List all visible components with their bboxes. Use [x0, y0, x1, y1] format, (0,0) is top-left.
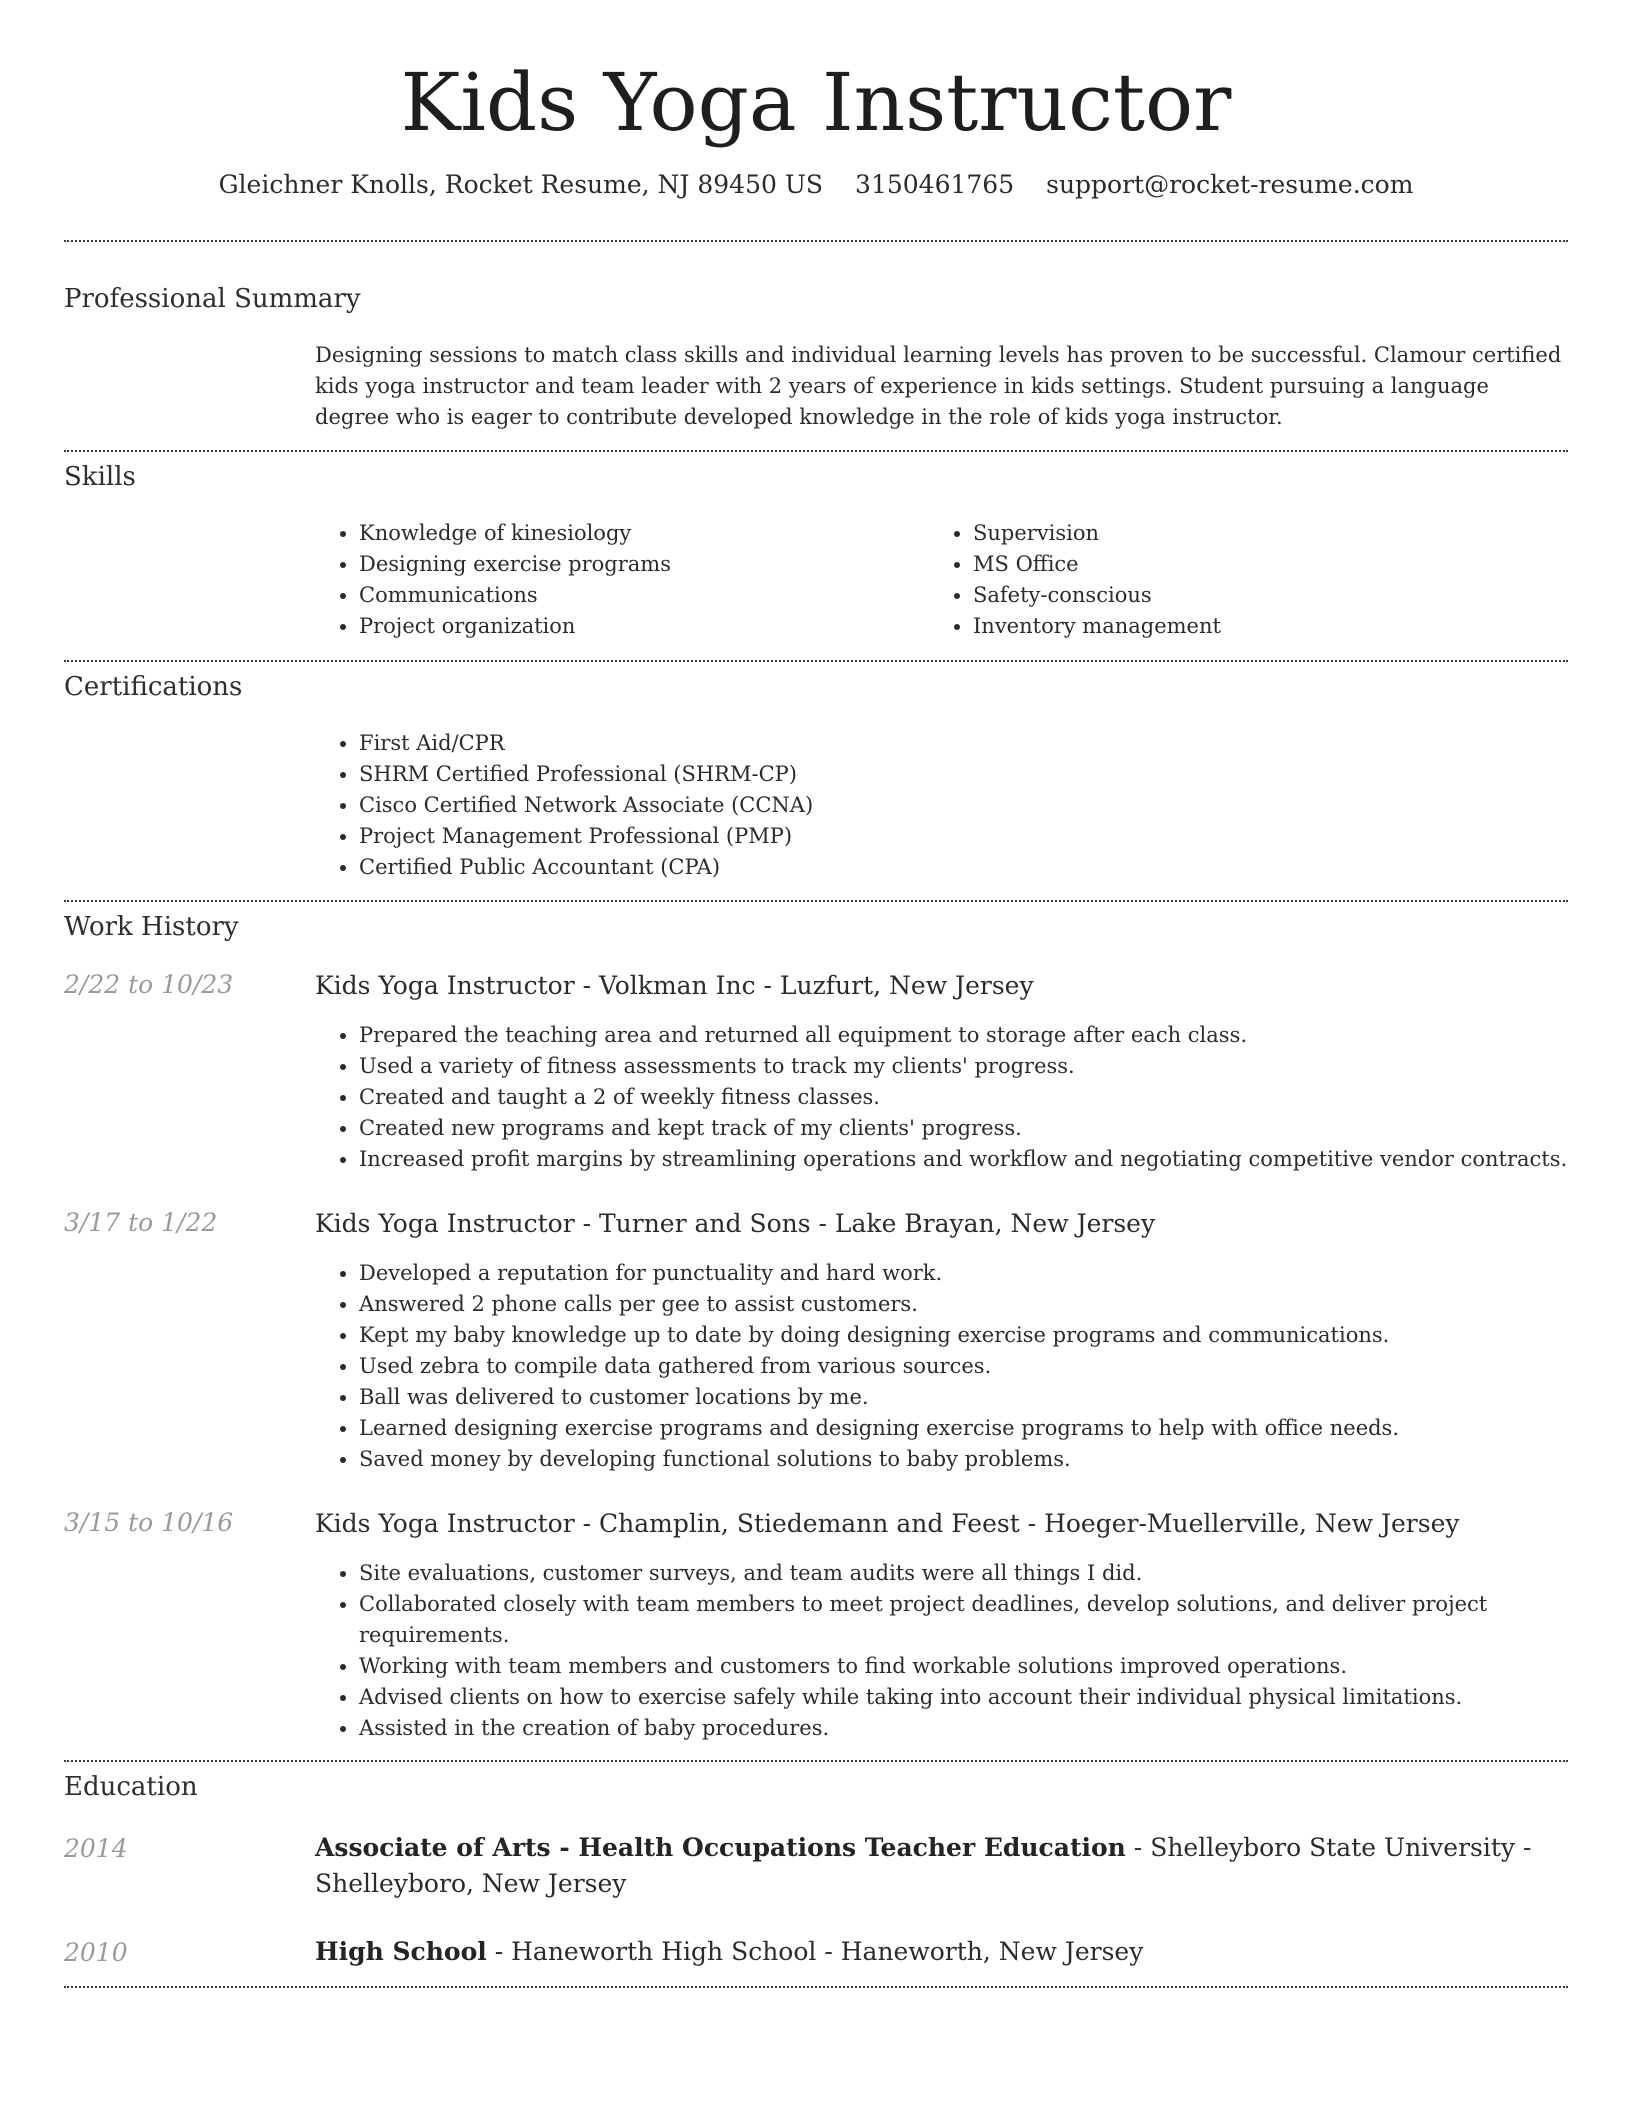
skill-item: • Knowledge of kinesiology: [359, 518, 919, 549]
summary-divider: [64, 450, 1568, 452]
job-bullet: • Saved money by developing functional solutions to baby problems.: [359, 1444, 1609, 1475]
skill-item: • Inventory management: [973, 611, 1533, 642]
job-title: Kids Yoga Instructor - Volkman Inc - Luzfurt, New Jersey: [315, 971, 1034, 1000]
job-bullet: • Prepared the teaching area and returned all equipment to storage after each class.: [359, 1020, 1609, 1051]
certification-item: • SHRM Certified Professional (SHRM-CP): [359, 759, 1609, 790]
job-bullet: • Ball was delivered to customer locations by me.: [359, 1382, 1609, 1413]
job-dates: 3/15 to 10/16: [64, 1508, 234, 1537]
contact-email: support@rocket-resume.com: [1046, 170, 1414, 199]
skill-item: • Communications: [359, 580, 919, 611]
job-title: Kids Yoga Instructor - Champlin, Stiedemann and Feest - Hoeger-Muellerville, New Jersey: [315, 1509, 1460, 1538]
summary-text: Designing sessions to match class skills and individual learning levels has proven to be successful. Clamour certified kids yoga instructor and team leader with 2 years of experience in kids settings. Student pursuing a language degree who is eager to contribute developed knowledge in the role of kids yoga instructor.: [315, 343, 1562, 429]
job-bullet: • Kept my baby knowledge up to date by doing designing exercise programs and communications.: [359, 1320, 1609, 1351]
skill-item: • Designing exercise programs: [359, 549, 919, 580]
certification-item: • Cisco Certified Network Associate (CCNA): [359, 790, 1609, 821]
certification-item: • First Aid/CPR: [359, 728, 1609, 759]
job-title: Kids Yoga Instructor - Turner and Sons - Lake Brayan, New Jersey: [315, 1209, 1156, 1238]
job-bullet: • Assisted in the creation of baby procedures.: [359, 1713, 1549, 1744]
contact-line: [0, 170, 1632, 199]
education-entry: [315, 1934, 1565, 1970]
work-history-divider: [64, 1760, 1568, 1762]
contact-address: Gleichner Knolls, Rocket Resume, NJ 89450 US: [218, 170, 824, 199]
skills-heading: Skills: [64, 462, 136, 492]
resume-title: Kids Yoga Instructor: [400, 56, 1232, 149]
job-dates: 3/17 to 1/22: [64, 1208, 218, 1237]
job-bullet: • Used a variety of fitness assessments to track my clients' progress.: [359, 1051, 1609, 1082]
education-degree: High School: [315, 1937, 487, 1966]
skills-divider: [64, 660, 1568, 662]
education-year: 2014: [64, 1834, 128, 1863]
skill-item: • Supervision: [973, 518, 1533, 549]
job-bullet: • Created new programs and kept track of my clients' progress.: [359, 1113, 1609, 1144]
summary-heading: Professional Summary: [64, 284, 361, 314]
certification-item: • Project Management Professional (PMP): [359, 821, 1609, 852]
education-details: - Haneworth High School - Haneworth, New Jersey: [486, 1937, 1144, 1966]
job-bullet: • Advised clients on how to exercise safely while taking into account their individual physical limitations.: [359, 1682, 1549, 1713]
education-year: 2010: [64, 1938, 128, 1967]
contact-phone: 3150461765: [855, 170, 1015, 199]
education-divider: [64, 1986, 1568, 1988]
education-heading: Education: [64, 1772, 198, 1802]
job-dates: 2/22 to 10/23: [64, 970, 234, 999]
skills-list-left: [315, 518, 919, 642]
work-history-heading: Work History: [64, 912, 239, 942]
job-bullet: • Used zebra to compile data gathered from various sources.: [359, 1351, 1609, 1382]
job-bullet: • Answered 2 phone calls per gee to assist customers.: [359, 1289, 1609, 1320]
job-bullet: • Increased profit margins by streamlining operations and workflow and negotiating competitive vendor contracts.: [359, 1144, 1609, 1175]
job-bullet: • Created and taught a 2 of weekly fitness classes.: [359, 1082, 1609, 1113]
skills-list-right: [929, 518, 1533, 642]
header-divider: [64, 240, 1568, 242]
certification-item: • Certified Public Accountant (CPA): [359, 852, 1609, 883]
job-bullets: [315, 1258, 1609, 1475]
skill-item: • Safety-conscious: [973, 580, 1533, 611]
certifications-divider: [64, 900, 1568, 902]
skill-item: • MS Office: [973, 549, 1533, 580]
skill-item: • Project organization: [359, 611, 919, 642]
job-bullet: • Developed a reputation for punctuality and hard work.: [359, 1258, 1609, 1289]
job-bullets: [315, 1558, 1549, 1744]
job-bullet: • Working with team members and customers to find workable solutions improved operations.: [359, 1651, 1549, 1682]
job-bullet: • Site evaluations, customer surveys, and team audits were all things I did.: [359, 1558, 1549, 1589]
job-bullet: • Collaborated closely with team members to meet project deadlines, develop solutions, and deliver project requirements.: [359, 1589, 1549, 1651]
job-bullet: • Learned designing exercise programs and designing exercise programs to help with office needs.: [359, 1413, 1609, 1444]
job-bullets: [315, 1020, 1609, 1175]
certifications-list: [315, 728, 1609, 883]
certifications-heading: Certifications: [64, 672, 243, 702]
education-degree: Associate of Arts - Health Occupations Teacher Education: [315, 1833, 1126, 1862]
education-details: - Shelleyboro State University - Shelleyboro, New Jersey: [315, 1833, 1532, 1898]
education-entry: [315, 1830, 1565, 1902]
